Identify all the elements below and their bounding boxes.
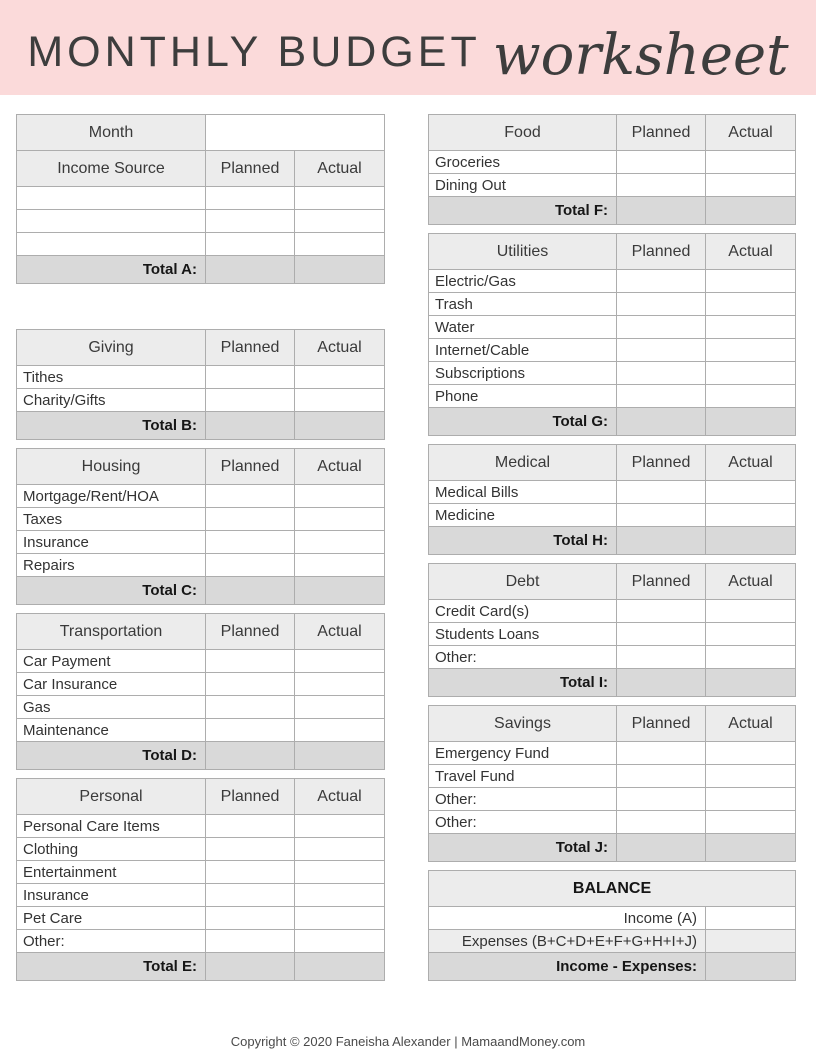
right-column xyxy=(428,114,796,989)
planned-value-cell[interactable] xyxy=(206,233,295,256)
planned-value-cell[interactable] xyxy=(206,861,295,884)
row-label: Credit Card(s) xyxy=(429,600,617,623)
planned-value-cell[interactable] xyxy=(617,316,706,339)
planned-value-cell[interactable] xyxy=(206,884,295,907)
planned-value-cell[interactable] xyxy=(206,907,295,930)
total-actual-cell[interactable] xyxy=(706,834,796,862)
planned-column-header: Planned xyxy=(617,115,706,151)
savings-table xyxy=(428,705,796,862)
planned-value-cell[interactable] xyxy=(617,385,706,408)
actual-value-cell[interactable] xyxy=(706,765,796,788)
expense-row xyxy=(429,385,796,408)
total-planned-cell[interactable] xyxy=(206,742,295,770)
expense-row xyxy=(17,673,385,696)
row-label: Other: xyxy=(429,811,617,834)
total-planned-cell[interactable] xyxy=(206,953,295,981)
row-label: Electric/Gas xyxy=(429,270,617,293)
page-title xyxy=(27,20,789,88)
actual-value-cell[interactable] xyxy=(706,623,796,646)
actual-value-cell[interactable] xyxy=(706,481,796,504)
row-label: Maintenance xyxy=(17,719,206,742)
expense-row xyxy=(429,316,796,339)
row-label: Mortgage/Rent/HOA xyxy=(17,485,206,508)
row-label: Students Loans xyxy=(429,623,617,646)
actual-column-header: Actual xyxy=(295,779,385,815)
planned-value-cell[interactable] xyxy=(617,174,706,197)
expense-row xyxy=(429,765,796,788)
planned-value-cell[interactable] xyxy=(206,673,295,696)
row-label xyxy=(17,187,206,210)
planned-value-cell[interactable] xyxy=(206,650,295,673)
actual-value-cell[interactable] xyxy=(295,389,385,412)
row-label: Medical Bills xyxy=(429,481,617,504)
total-label: Total I: xyxy=(429,669,617,697)
total-actual-cell[interactable] xyxy=(295,953,385,981)
total-planned-cell[interactable] xyxy=(617,834,706,862)
planned-value-cell[interactable] xyxy=(206,554,295,577)
expense-row xyxy=(429,270,796,293)
actual-value-cell[interactable] xyxy=(295,907,385,930)
savings-category-label: Savings xyxy=(429,706,617,742)
actual-value-cell[interactable] xyxy=(295,233,385,256)
row-label: Groceries xyxy=(429,151,617,174)
planned-value-cell[interactable] xyxy=(617,151,706,174)
row-label: Car Payment xyxy=(17,650,206,673)
expense-row xyxy=(17,554,385,577)
actual-value-cell[interactable] xyxy=(706,151,796,174)
page-footer: Copyright © 2020 Faneisha Alexander | MamaandMoney.com xyxy=(230,1034,586,1049)
row-label: Taxes xyxy=(17,508,206,531)
table-header-row xyxy=(17,779,385,815)
month-label: Month xyxy=(17,115,206,151)
total-row xyxy=(17,953,385,981)
total-actual-cell[interactable] xyxy=(706,669,796,697)
table-header-row xyxy=(17,614,385,650)
planned-value-cell[interactable] xyxy=(617,362,706,385)
expense-row xyxy=(17,485,385,508)
row-label: Charity/Gifts xyxy=(17,389,206,412)
total-row xyxy=(429,669,796,697)
actual-column-header: Actual xyxy=(295,330,385,366)
expense-row xyxy=(17,861,385,884)
planned-column-header: Planned xyxy=(206,151,295,187)
row-label: Travel Fund xyxy=(429,765,617,788)
actual-value-cell[interactable] xyxy=(706,788,796,811)
row-label: Entertainment xyxy=(17,861,206,884)
total-planned-cell[interactable] xyxy=(617,408,706,436)
expense-row xyxy=(17,233,385,256)
row-label: Clothing xyxy=(17,838,206,861)
page-title-script: worksheet xyxy=(492,22,789,88)
expense-row xyxy=(429,600,796,623)
worksheet-body xyxy=(0,95,816,989)
expense-row xyxy=(429,646,796,669)
medical-category-label: Medical xyxy=(429,445,617,481)
total-row xyxy=(17,256,385,284)
total-row xyxy=(17,577,385,605)
row-label: Water xyxy=(429,316,617,339)
planned-column-header: Planned xyxy=(617,445,706,481)
actual-value-cell[interactable] xyxy=(295,485,385,508)
utilities-table xyxy=(428,233,796,436)
actual-value-cell[interactable] xyxy=(295,861,385,884)
expense-row xyxy=(429,504,796,527)
planned-column-header: Planned xyxy=(617,706,706,742)
total-label: Total J: xyxy=(429,834,617,862)
actual-value-cell[interactable] xyxy=(295,884,385,907)
total-label: Total B: xyxy=(17,412,206,440)
planned-column-header: Planned xyxy=(206,449,295,485)
total-label: Total H: xyxy=(429,527,617,555)
transportation-table xyxy=(16,613,385,770)
actual-column-header: Actual xyxy=(706,445,796,481)
debt-table xyxy=(428,563,796,697)
row-label: Insurance xyxy=(17,531,206,554)
row-label: Medicine xyxy=(429,504,617,527)
table-header-row xyxy=(17,330,385,366)
planned-value-cell[interactable] xyxy=(206,531,295,554)
expense-row xyxy=(17,838,385,861)
expense-row xyxy=(429,293,796,316)
actual-value-cell[interactable] xyxy=(706,646,796,669)
total-row xyxy=(429,834,796,862)
page-header xyxy=(0,0,816,95)
row-label: Insurance xyxy=(17,884,206,907)
row-label: Other: xyxy=(17,930,206,953)
housing-table xyxy=(16,448,385,605)
total-planned-cell[interactable] xyxy=(617,197,706,225)
table-header-row xyxy=(429,445,796,481)
planned-value-cell[interactable] xyxy=(617,600,706,623)
expense-row xyxy=(429,339,796,362)
actual-column-header: Actual xyxy=(706,706,796,742)
expense-row xyxy=(429,174,796,197)
total-actual-cell[interactable] xyxy=(295,256,385,284)
planned-column-header: Planned xyxy=(617,564,706,600)
expense-row xyxy=(17,389,385,412)
balance-row-label: Income (A) xyxy=(429,907,706,930)
total-actual-cell[interactable] xyxy=(295,412,385,440)
actual-value-cell[interactable] xyxy=(706,293,796,316)
month-row xyxy=(17,115,385,151)
expense-row xyxy=(17,719,385,742)
actual-value-cell[interactable] xyxy=(295,838,385,861)
planned-value-cell[interactable] xyxy=(206,930,295,953)
total-actual-cell[interactable] xyxy=(706,408,796,436)
expense-row xyxy=(17,366,385,389)
actual-value-cell[interactable] xyxy=(706,339,796,362)
row-label: Trash xyxy=(429,293,617,316)
planned-value-cell[interactable] xyxy=(617,742,706,765)
row-label: Gas xyxy=(17,696,206,719)
actual-column-header: Actual xyxy=(706,234,796,270)
actual-value-cell[interactable] xyxy=(295,366,385,389)
table-header-row xyxy=(429,234,796,270)
total-row xyxy=(429,197,796,225)
actual-column-header: Actual xyxy=(706,115,796,151)
expense-row xyxy=(17,531,385,554)
expense-row xyxy=(17,696,385,719)
planned-value-cell[interactable] xyxy=(206,187,295,210)
balance-total-label: Income - Expenses: xyxy=(429,953,706,981)
expense-row xyxy=(429,481,796,504)
expense-row xyxy=(429,623,796,646)
food-table xyxy=(428,114,796,225)
total-label: Total D: xyxy=(17,742,206,770)
expense-row xyxy=(429,811,796,834)
actual-value-cell[interactable] xyxy=(295,554,385,577)
actual-value-cell[interactable] xyxy=(706,742,796,765)
actual-value-cell[interactable] xyxy=(295,210,385,233)
actual-value-cell[interactable] xyxy=(706,362,796,385)
planned-value-cell[interactable] xyxy=(617,270,706,293)
expense-row xyxy=(17,508,385,531)
planned-value-cell[interactable] xyxy=(617,623,706,646)
actual-value-cell[interactable] xyxy=(295,531,385,554)
planned-value-cell[interactable] xyxy=(206,815,295,838)
actual-value-cell[interactable] xyxy=(295,673,385,696)
giving-category-label: Giving xyxy=(17,330,206,366)
actual-column-header: Actual xyxy=(706,564,796,600)
planned-value-cell[interactable] xyxy=(206,210,295,233)
food-category-label: Food xyxy=(429,115,617,151)
row-label: Other: xyxy=(429,646,617,669)
total-label: Total A: xyxy=(17,256,206,284)
total-label: Total C: xyxy=(17,577,206,605)
total-actual-cell[interactable] xyxy=(295,577,385,605)
month-value-cell[interactable] xyxy=(206,115,385,151)
expense-row xyxy=(429,788,796,811)
total-planned-cell[interactable] xyxy=(206,577,295,605)
row-label xyxy=(17,233,206,256)
expense-row xyxy=(17,210,385,233)
actual-value-cell[interactable] xyxy=(706,385,796,408)
actual-column-header: Actual xyxy=(295,449,385,485)
balance-total-row xyxy=(429,953,796,981)
total-planned-cell[interactable] xyxy=(206,412,295,440)
planned-value-cell[interactable] xyxy=(617,339,706,362)
income-source-table xyxy=(16,114,385,284)
planned-value-cell[interactable] xyxy=(206,838,295,861)
total-planned-cell[interactable] xyxy=(617,669,706,697)
balance-row xyxy=(429,907,796,930)
personal-category-label: Personal xyxy=(17,779,206,815)
utilities-category-label: Utilities xyxy=(429,234,617,270)
transportation-category-label: Transportation xyxy=(17,614,206,650)
row-label: Repairs xyxy=(17,554,206,577)
row-label: Car Insurance xyxy=(17,673,206,696)
expense-row xyxy=(17,187,385,210)
balance-table xyxy=(428,870,796,981)
total-row xyxy=(429,527,796,555)
giving-table xyxy=(16,329,385,440)
planned-value-cell[interactable] xyxy=(206,366,295,389)
actual-column-header: Actual xyxy=(295,614,385,650)
actual-value-cell[interactable] xyxy=(706,174,796,197)
expense-row xyxy=(17,815,385,838)
row-label xyxy=(17,210,206,233)
expense-row xyxy=(17,650,385,673)
balance-row xyxy=(429,930,796,953)
total-row xyxy=(429,408,796,436)
table-header-row xyxy=(429,564,796,600)
table-header-row xyxy=(429,706,796,742)
expense-row xyxy=(429,742,796,765)
planned-value-cell[interactable] xyxy=(206,719,295,742)
expense-row xyxy=(17,884,385,907)
total-actual-cell[interactable] xyxy=(295,742,385,770)
balance-row-label: Expenses (B+C+D+E+F+G+H+I+J) xyxy=(429,930,706,953)
actual-value-cell[interactable] xyxy=(295,508,385,531)
planned-value-cell[interactable] xyxy=(617,788,706,811)
planned-value-cell[interactable] xyxy=(617,811,706,834)
row-label: Other: xyxy=(429,788,617,811)
total-planned-cell[interactable] xyxy=(617,527,706,555)
balance-total-value-cell[interactable] xyxy=(705,953,795,981)
total-row xyxy=(17,412,385,440)
page-title-main: MONTHLY BUDGET xyxy=(27,27,481,76)
actual-value-cell[interactable] xyxy=(706,316,796,339)
expense-row xyxy=(429,151,796,174)
actual-column-header: Actual xyxy=(295,151,385,187)
row-label: Internet/Cable xyxy=(429,339,617,362)
total-label: Total G: xyxy=(429,408,617,436)
planned-value-cell[interactable] xyxy=(617,293,706,316)
actual-value-cell[interactable] xyxy=(295,930,385,953)
personal-table xyxy=(16,778,385,981)
table-header-row xyxy=(429,115,796,151)
table-header-row xyxy=(17,449,385,485)
total-planned-cell[interactable] xyxy=(206,256,295,284)
table-header-row xyxy=(17,151,385,187)
housing-category-label: Housing xyxy=(17,449,206,485)
balance-header-row xyxy=(429,871,796,907)
actual-value-cell[interactable] xyxy=(295,187,385,210)
balance-title: BALANCE xyxy=(429,871,796,907)
left-column xyxy=(16,114,385,989)
actual-value-cell[interactable] xyxy=(706,811,796,834)
expense-row xyxy=(429,362,796,385)
planned-column-header: Planned xyxy=(617,234,706,270)
row-label: Emergency Fund xyxy=(429,742,617,765)
planned-column-header: Planned xyxy=(206,330,295,366)
balance-value-cell[interactable] xyxy=(705,907,795,930)
actual-value-cell[interactable] xyxy=(706,600,796,623)
balance-value-cell[interactable] xyxy=(705,930,795,953)
debt-category-label: Debt xyxy=(429,564,617,600)
actual-value-cell[interactable] xyxy=(706,270,796,293)
planned-column-header: Planned xyxy=(206,614,295,650)
actual-value-cell[interactable] xyxy=(295,719,385,742)
planned-value-cell[interactable] xyxy=(206,696,295,719)
planned-value-cell[interactable] xyxy=(617,504,706,527)
planned-value-cell[interactable] xyxy=(617,481,706,504)
actual-value-cell[interactable] xyxy=(295,815,385,838)
total-label: Total E: xyxy=(17,953,206,981)
actual-value-cell[interactable] xyxy=(706,504,796,527)
total-actual-cell[interactable] xyxy=(706,527,796,555)
actual-value-cell[interactable] xyxy=(295,650,385,673)
row-label: Personal Care Items xyxy=(17,815,206,838)
row-label: Phone xyxy=(429,385,617,408)
total-label: Total F: xyxy=(429,197,617,225)
expense-row xyxy=(17,930,385,953)
medical-table xyxy=(428,444,796,555)
planned-column-header: Planned xyxy=(206,779,295,815)
planned-value-cell[interactable] xyxy=(206,389,295,412)
planned-value-cell[interactable] xyxy=(617,765,706,788)
row-label: Pet Care xyxy=(17,907,206,930)
row-label: Subscriptions xyxy=(429,362,617,385)
income-source-category-label: Income Source xyxy=(17,151,206,187)
actual-value-cell[interactable] xyxy=(295,696,385,719)
planned-value-cell[interactable] xyxy=(206,508,295,531)
total-actual-cell[interactable] xyxy=(706,197,796,225)
expense-row xyxy=(17,907,385,930)
row-label: Tithes xyxy=(17,366,206,389)
total-row xyxy=(17,742,385,770)
row-label: Dining Out xyxy=(429,174,617,197)
planned-value-cell[interactable] xyxy=(617,646,706,669)
planned-value-cell[interactable] xyxy=(206,485,295,508)
